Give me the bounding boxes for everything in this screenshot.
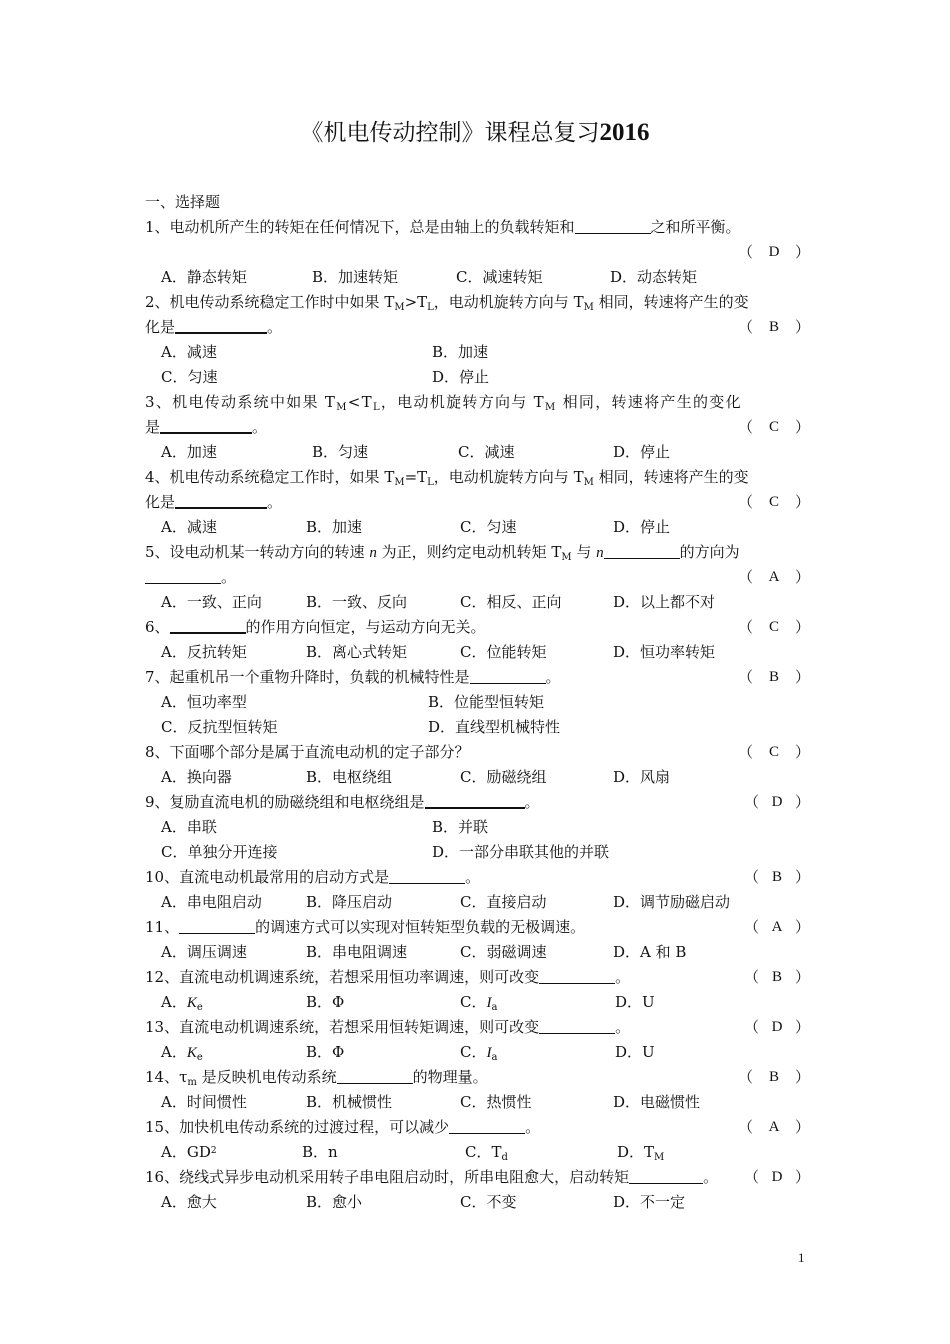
option-a: A．串电阻启动 [161,893,262,911]
question-3: 3、机电传动系统中如果 $T_M<T_L$，电动机旋转方向与 $T_M$ 相同，转速将产生的变化 [145,393,742,413]
option-b: B．位能型恒转矩 [428,693,545,711]
option-d: D．恒功率转矩 [613,643,716,661]
option-a: A．减速 [161,518,217,536]
option-b: B．n [302,1143,338,1161]
title-year: 2016 [599,119,650,146]
question-1: 1、电动机所产生的转矩在任何情况下，总是由轴上的负载转矩和 之和所平衡。 [145,218,741,236]
answer-blank [337,1067,413,1084]
question-5: 5、设电动机某一转动方向的转速 n 为正，则约定电动机转矩 $T_M$ 与 n 的方向为 [145,543,740,563]
option-d: D．U [615,993,655,1011]
answer-key-11: （ A ） [744,918,810,936]
question-12: 12、直流电动机调速系统，若想采用恒功率调速，则可改变 。 （ B ） [145,965,810,989]
answer-key-3: （ C ） [738,418,810,436]
answer-blank [604,542,680,559]
option-c: C．匀速 [460,518,517,536]
question-15: 15、加快机电传动系统的过渡过程，可以减少 。 （ A ） [145,1115,810,1139]
page-number: 1 [798,1250,805,1265]
answer-blank [170,616,246,634]
question-4: 4、机电传动系统稳定工作时，如果 $T_M=T_L$，电动机旋转方向与 $T_M$ 相同，转速将产生的变 [145,468,749,488]
option-d: D．停止 [613,518,671,536]
option-d: D．$T_M$ [617,1143,665,1163]
option-d: D．电磁惯性 [613,1093,701,1111]
option-c: C．减速转矩 [456,268,543,286]
question-2: 2、机电传动系统稳定工作时中如果 $T_M>T_L$，电动机旋转方向与 $T_M$ 相同，转速将产生的变 [145,293,749,313]
question-14: 14、$\tau_m$ 是反映机电传动系统 的物理量。 （ B ） [145,1065,810,1089]
option-a: A．静态转矩 [161,268,247,286]
answer-key-2: （ B ） [738,318,810,336]
answer-key-14: （ B ） [738,1068,810,1086]
answer-key-1: （ D ） [738,243,810,261]
option-d: D．停止 [613,443,671,461]
document-title [0,116,950,150]
answer-key-12: （ B ） [744,968,810,986]
option-b: B．加速 [306,518,363,536]
option-c: C．励磁绕组 [460,768,547,786]
option-d: D．动态转矩 [610,268,698,286]
answer-key-16: （ D ） [744,1168,810,1186]
option-a: A．$GD^2$ [161,1143,217,1161]
answer-blank [175,491,267,509]
option-b: B．愈小 [306,1193,363,1211]
option-b: B．电枢绕组 [306,768,393,786]
option-a: A．时间惯性 [161,1093,247,1111]
question-6: 6、 的作用方向恒定，与运动方向无关。 （ C ） [145,615,810,639]
option-a: A．$K_e$ [161,1043,203,1063]
option-b: B．加速转矩 [312,268,399,286]
question-13: 13、直流电动机调速系统，若想采用恒转矩调速，则可改变 。 （ D ） [145,1015,810,1039]
answer-blank [145,567,221,584]
answer-blank [425,791,525,809]
option-d: D．一部分串联其他的并联 [432,843,610,861]
question-10: 10、直流电动机最常用的启动方式是 。 （ B ） [145,865,810,889]
option-d: D．停止 [432,368,490,386]
option-d: D．以上都不对 [613,593,716,611]
option-a: A．加速 [161,443,217,461]
option-a: A．换向器 [161,768,232,786]
section-heading: 一、选择题 [145,193,221,211]
option-c: C．减速 [458,443,515,461]
question-7: 7、起重机吊一个重物升降时，负载的机械特性是 。 （ B ） [145,665,810,689]
answer-key-13: （ D ） [744,1018,810,1036]
answer-key-5: （ A ） [738,568,810,586]
option-d: D．不一定 [613,1193,686,1211]
option-b: B．串电阻调速 [306,943,408,961]
option-c: C．不变 [460,1193,517,1211]
answer-key-9: （ D ） [744,793,810,811]
option-d: D．A 和 B [613,943,687,961]
option-c: C．$I_a$ [460,993,498,1013]
option-c: C．弱磁调速 [460,943,547,961]
answer-key-7: （ B ） [738,668,810,686]
option-c: C．反抗型恒转矩 [161,718,278,736]
question-11: 11、 的调速方式可以实现对恒转矩型负载的无极调速。 （ A ） [145,915,810,939]
option-b: B．离心式转矩 [306,643,408,661]
option-b: B．一致、反向 [306,593,408,611]
option-a: A．减速 [161,343,217,361]
option-d: D．风扇 [613,768,671,786]
option-a: A．恒功率型 [161,693,247,711]
option-d: D．调节励磁启动 [613,893,731,911]
option-b: B．降压启动 [306,893,393,911]
question-5-cont: 。 （ A ） [145,565,810,589]
option-a: A．一致、正向 [161,593,262,611]
option-c: C．匀速 [161,368,218,386]
question-4-cont: 化是 。 （ C ） [145,490,810,514]
option-a: A．串联 [161,818,217,836]
question-2-cont: 化是 。 （ B ） [145,315,810,339]
question-3-cont: 是 。 （ C ） [145,415,810,439]
answer-blank [449,1117,525,1134]
option-c: C．直接启动 [460,893,547,911]
answer-blank [470,667,546,684]
option-c: C．相反、正向 [460,593,562,611]
answer-blank [179,917,255,934]
option-a: A．调压调速 [161,943,247,961]
title-text: 《机电传动控制》课程总复习 [300,120,600,146]
answer-key-15: （ A ） [738,1118,810,1136]
option-a: A．$K_e$ [161,993,203,1013]
option-b: B．Φ [306,993,345,1011]
answer-blank [160,416,252,434]
option-c: C．位能转矩 [460,643,547,661]
option-b: B．加速 [432,343,489,361]
answer-blank [575,217,651,234]
answer-blank [539,967,615,984]
question-16: 16、绕线式异步电动机采用转子串电阻启动时，所串电阻愈大，启动转矩 。 （ D ） [145,1165,810,1189]
question-9: 9、复励直流电机的励磁绕组和电枢绕组是 。 （ D ） [145,790,810,814]
answer-blank [629,1167,703,1184]
option-c: C．热惯性 [460,1093,532,1111]
option-b: B．Φ [306,1043,345,1061]
option-b: B．匀速 [312,443,369,461]
answer-blank [175,316,267,334]
option-c: C．单独分开连接 [161,843,278,861]
option-c: C．$I_a$ [460,1043,498,1063]
option-b: B．机械惯性 [306,1093,393,1111]
answer-blank [389,867,465,884]
option-c: C．$T_d$ [465,1143,508,1163]
answer-key-10: （ B ） [744,868,810,886]
option-a: A．反抗转矩 [161,643,247,661]
option-d: D．直线型机械特性 [428,718,561,736]
option-b: B．并联 [432,818,489,836]
question-8: 8、下面哪个部分是属于直流电动机的定子部分？ （ C ） [145,740,810,764]
answer-key-6: （ C ） [738,618,810,636]
answer-key-4: （ C ） [738,493,810,511]
option-a: A．愈大 [161,1193,217,1211]
answer-key-8: （ C ） [738,743,810,761]
option-d: D．U [615,1043,655,1061]
answer-blank [539,1017,615,1034]
